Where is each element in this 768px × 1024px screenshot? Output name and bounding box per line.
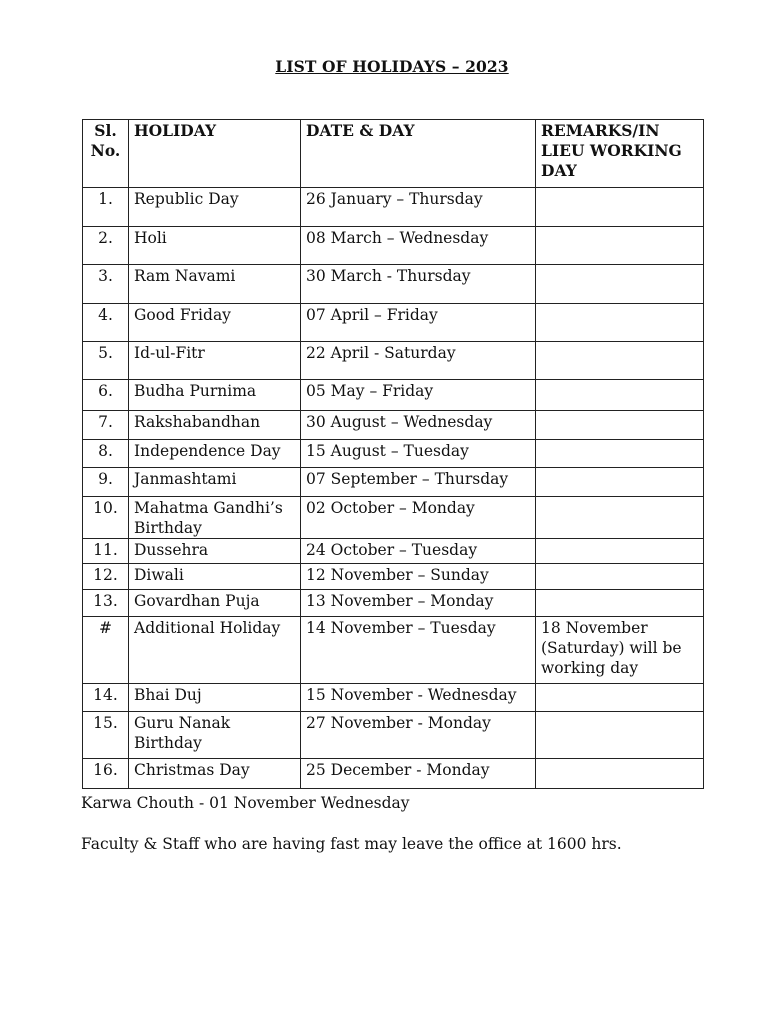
cell-date-day: 07 September – Thursday	[301, 468, 536, 497]
cell-remarks	[536, 497, 704, 539]
table-header-row	[83, 120, 704, 188]
cell-date-day: 12 November – Sunday	[301, 564, 536, 590]
cell-sl-no: 2.	[83, 227, 129, 265]
cell-remarks	[536, 564, 704, 590]
table-row	[83, 265, 704, 304]
table-row	[83, 684, 704, 712]
cell-remarks	[536, 304, 704, 342]
holiday-table	[82, 119, 704, 789]
note-karwa-chouth: Karwa Chouth - 01 November Wednesday	[81, 794, 410, 812]
cell-remarks: 18 November (Saturday) will be working day	[536, 617, 704, 684]
header-holiday: HOLIDAY	[129, 120, 301, 188]
header-date-day: DATE & DAY	[301, 120, 536, 188]
cell-date-day: 30 March - Thursday	[301, 265, 536, 304]
cell-date-day: 15 August – Tuesday	[301, 440, 536, 468]
cell-date-day: 24 October – Tuesday	[301, 539, 536, 564]
cell-remarks	[536, 590, 704, 617]
cell-holiday: Bhai Duj	[129, 684, 301, 712]
page-title: LIST OF HOLIDAYS – 2023	[275, 57, 509, 76]
cell-holiday: Holi	[129, 227, 301, 265]
table-row	[83, 227, 704, 265]
table-row	[83, 590, 704, 617]
cell-remarks	[536, 684, 704, 712]
cell-holiday: Govardhan Puja	[129, 590, 301, 617]
cell-holiday: Christmas Day	[129, 759, 301, 789]
cell-remarks	[536, 411, 704, 440]
cell-holiday: Guru Nanak Birthday	[129, 712, 301, 759]
table-row	[83, 759, 704, 789]
cell-sl-no: #	[83, 617, 129, 684]
cell-holiday: Budha Purnima	[129, 380, 301, 411]
cell-sl-no: 13.	[83, 590, 129, 617]
table-row	[83, 539, 704, 564]
cell-remarks	[536, 380, 704, 411]
note-fasting-staff: Faculty & Staff who are having fast may leave the office at 1600 hrs.	[81, 835, 622, 853]
cell-sl-no: 9.	[83, 468, 129, 497]
cell-sl-no: 5.	[83, 342, 129, 380]
cell-remarks	[536, 265, 704, 304]
cell-sl-no: 14.	[83, 684, 129, 712]
table-row	[83, 468, 704, 497]
table-row	[83, 712, 704, 759]
cell-date-day: 05 May – Friday	[301, 380, 536, 411]
cell-date-day: 13 November – Monday	[301, 590, 536, 617]
header-remarks: REMARKS/IN LIEU WORKING DAY	[536, 120, 704, 188]
cell-date-day: 07 April – Friday	[301, 304, 536, 342]
cell-sl-no: 12.	[83, 564, 129, 590]
cell-date-day: 30 August – Wednesday	[301, 411, 536, 440]
cell-date-day: 26 January – Thursday	[301, 188, 536, 227]
cell-remarks	[536, 712, 704, 759]
cell-remarks	[536, 468, 704, 497]
table-row	[83, 380, 704, 411]
cell-remarks	[536, 440, 704, 468]
cell-holiday: Independence Day	[129, 440, 301, 468]
cell-remarks	[536, 759, 704, 789]
cell-holiday: Rakshabandhan	[129, 411, 301, 440]
cell-remarks	[536, 539, 704, 564]
cell-sl-no: 16.	[83, 759, 129, 789]
cell-remarks	[536, 342, 704, 380]
table-row	[83, 411, 704, 440]
cell-sl-no: 4.	[83, 304, 129, 342]
cell-holiday: Diwali	[129, 564, 301, 590]
cell-date-day: 02 October – Monday	[301, 497, 536, 539]
cell-holiday: Ram Navami	[129, 265, 301, 304]
cell-sl-no: 10.	[83, 497, 129, 539]
cell-sl-no: 3.	[83, 265, 129, 304]
table-row	[83, 304, 704, 342]
cell-holiday: Janmashtami	[129, 468, 301, 497]
table-row	[83, 188, 704, 227]
cell-sl-no: 7.	[83, 411, 129, 440]
cell-sl-no: 8.	[83, 440, 129, 468]
table-row	[83, 497, 704, 539]
cell-sl-no: 11.	[83, 539, 129, 564]
cell-date-day: 14 November – Tuesday	[301, 617, 536, 684]
cell-sl-no: 6.	[83, 380, 129, 411]
cell-sl-no: 1.	[83, 188, 129, 227]
cell-holiday: Id-ul-Fitr	[129, 342, 301, 380]
cell-holiday: Republic Day	[129, 188, 301, 227]
cell-date-day: 15 November - Wednesday	[301, 684, 536, 712]
cell-date-day: 27 November - Monday	[301, 712, 536, 759]
cell-date-day: 22 April - Saturday	[301, 342, 536, 380]
cell-holiday: Mahatma Gandhi’s Birthday	[129, 497, 301, 539]
table-row	[83, 564, 704, 590]
cell-sl-no: 15.	[83, 712, 129, 759]
table-row	[83, 342, 704, 380]
header-sl-no: Sl. No.	[83, 120, 129, 188]
cell-remarks	[536, 188, 704, 227]
cell-holiday: Dussehra	[129, 539, 301, 564]
cell-date-day: 08 March – Wednesday	[301, 227, 536, 265]
cell-holiday: Good Friday	[129, 304, 301, 342]
table-row	[83, 617, 704, 684]
table-row	[83, 440, 704, 468]
cell-holiday: Additional Holiday	[129, 617, 301, 684]
cell-date-day: 25 December - Monday	[301, 759, 536, 789]
cell-remarks	[536, 227, 704, 265]
